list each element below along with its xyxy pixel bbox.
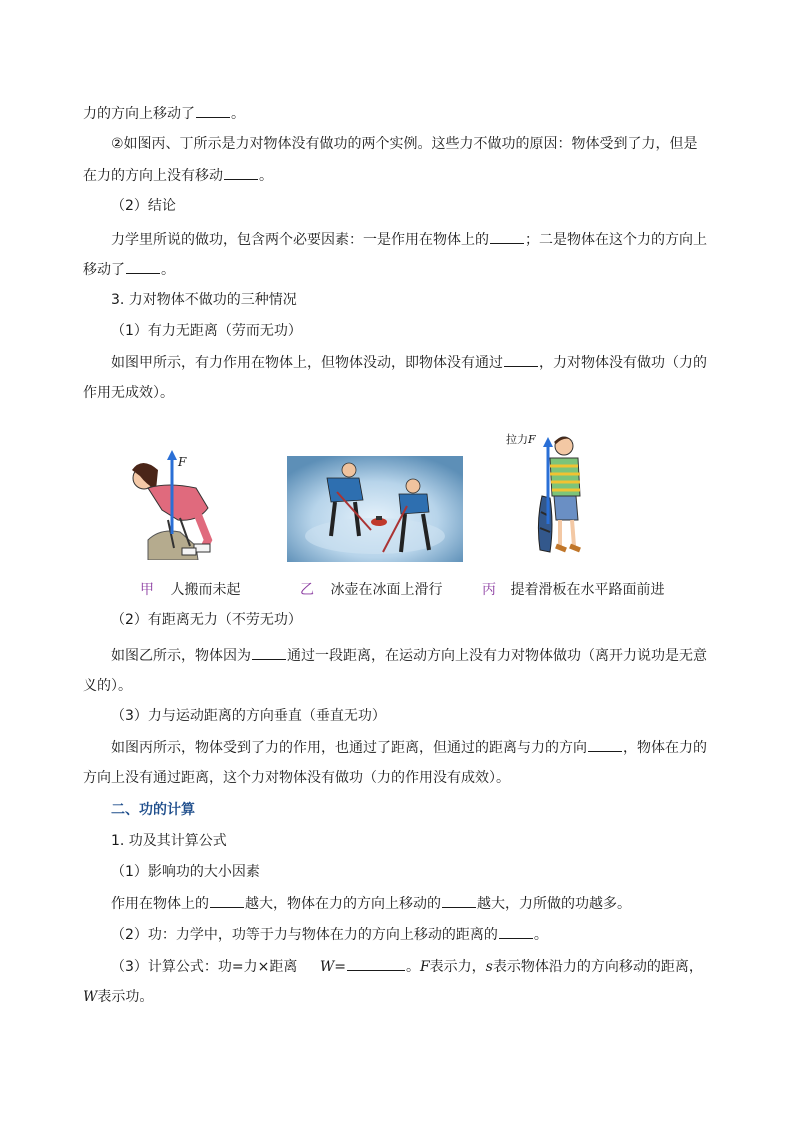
text: （2）有距离无力（不劳无功） — [111, 612, 302, 628]
section-heading — [111, 862, 260, 882]
formula-variable: W — [319, 959, 335, 975]
text-line — [111, 893, 631, 914]
text: （3）力与运动距离的方向垂直（垂直无功） — [111, 708, 386, 724]
text: 作用在物体上的 — [111, 896, 209, 912]
section-heading — [111, 610, 302, 630]
text: 。 — [533, 927, 548, 943]
text: （2）结论 — [111, 198, 176, 214]
text-line — [111, 134, 698, 154]
text: （2）功：力学中，功等于力与物体在力的方向上移动的距离的 — [111, 927, 498, 943]
text: 提着滑板在水平路面前进 — [510, 582, 665, 598]
chapter-heading — [111, 800, 195, 820]
text: ；二是物体在这个力的方向上 — [525, 232, 707, 248]
text: （1）影响功的大小因素 — [111, 864, 260, 880]
text-line — [83, 259, 175, 280]
text-line — [111, 956, 703, 977]
section-heading — [111, 321, 302, 341]
answer-blank[interactable] — [504, 352, 538, 367]
section-heading — [111, 706, 386, 726]
text: 义的）。 — [83, 678, 132, 694]
section-heading — [111, 831, 227, 851]
text-line — [111, 229, 707, 250]
text-line — [83, 768, 510, 788]
text: 表示物体沿力的方向移动的距离， — [492, 959, 703, 975]
text: 在力的方向上没有移动 — [83, 168, 223, 184]
text: = — [334, 959, 346, 975]
figure-label: 甲 — [140, 582, 154, 598]
section-heading — [111, 290, 297, 310]
answer-blank[interactable] — [252, 645, 286, 660]
text: 拉力 — [506, 433, 528, 446]
section-heading — [111, 196, 176, 216]
text: F — [528, 433, 536, 446]
text-line — [83, 676, 132, 696]
text: （1）有力无距离（劳而无功） — [111, 323, 302, 339]
force-label-F: F — [178, 455, 187, 469]
text: 。 — [231, 106, 245, 122]
text: 越大，物体在力的方向上移动的 — [245, 896, 441, 912]
text-line — [83, 165, 273, 186]
force-arrow-bing — [541, 436, 555, 526]
text: 。 — [259, 168, 273, 184]
figure-yi-illustration — [287, 456, 463, 562]
text: 如图乙所示，物体因为 — [111, 648, 251, 664]
text-line — [83, 383, 174, 403]
text-line — [111, 737, 707, 758]
answer-blank[interactable] — [442, 893, 476, 908]
text: 冰壶在冰面上滑行 — [330, 582, 443, 598]
text: 表示力， — [429, 959, 486, 975]
answer-blank[interactable] — [347, 956, 405, 971]
answer-blank[interactable] — [126, 259, 160, 274]
figure-label: 乙 — [300, 582, 314, 598]
text: 力学里所说的做功，包含两个必要因素：一是作用在物体上的 — [111, 232, 489, 248]
figure-caption-jia — [140, 580, 240, 600]
text: 。 — [405, 959, 420, 975]
formula-variable: F — [419, 959, 430, 975]
text-line — [83, 987, 153, 1007]
answer-blank[interactable] — [196, 103, 230, 118]
formula-variable: s — [485, 959, 493, 975]
text-line — [111, 924, 548, 945]
text-line — [83, 103, 245, 124]
text-line — [111, 645, 707, 666]
text: ，物体在力的 — [623, 740, 707, 756]
text: ，力对物体没有做功（力的 — [539, 355, 707, 371]
figure-caption-yi — [300, 580, 442, 600]
text: 表示功。 — [97, 989, 154, 1005]
text: 3. 力对物体不做功的三种情况 — [111, 292, 297, 308]
formula-variable: W — [83, 989, 98, 1005]
text: 作用无成效）。 — [83, 385, 174, 401]
text: 。 — [161, 262, 175, 278]
answer-blank[interactable] — [490, 229, 524, 244]
text: 如图丙所示，物体受到了力的作用，也通过了距离，但通过的距离与力的方向 — [111, 740, 587, 756]
text: 移动了 — [83, 262, 125, 278]
text: 力的方向上移动了 — [83, 106, 195, 122]
answer-blank[interactable] — [210, 893, 244, 908]
text: 二、功的计算 — [111, 802, 195, 818]
text: 通过一段距离，在运动方向上没有力对物体做功（离开力说功是无意 — [287, 648, 707, 664]
pull-force-label — [506, 433, 536, 447]
text-line — [111, 352, 707, 373]
answer-blank[interactable] — [224, 165, 258, 180]
text: 方向上没有通过距离，这个力对物体没有做功（力的作用没有成效）。 — [83, 770, 510, 786]
answer-blank[interactable] — [499, 924, 533, 939]
text: 人搬而未起 — [170, 582, 241, 598]
text: ②如图丙、丁所示是力对物体没有做功的两个实例。这些力不做功的原因：物体受到了力，但是 — [111, 136, 698, 152]
text: 1. 功及其计算公式 — [111, 833, 227, 849]
text: 如图甲所示，有力作用在物体上，但物体没动，即物体没有通过 — [111, 355, 503, 371]
answer-blank[interactable] — [588, 737, 622, 752]
text: 越大，力所做的功越多。 — [477, 896, 631, 912]
text: （3）计算公式：功=力×距离 — [111, 959, 298, 975]
figure-caption-bing — [482, 580, 664, 600]
figure-label: 丙 — [482, 582, 496, 598]
